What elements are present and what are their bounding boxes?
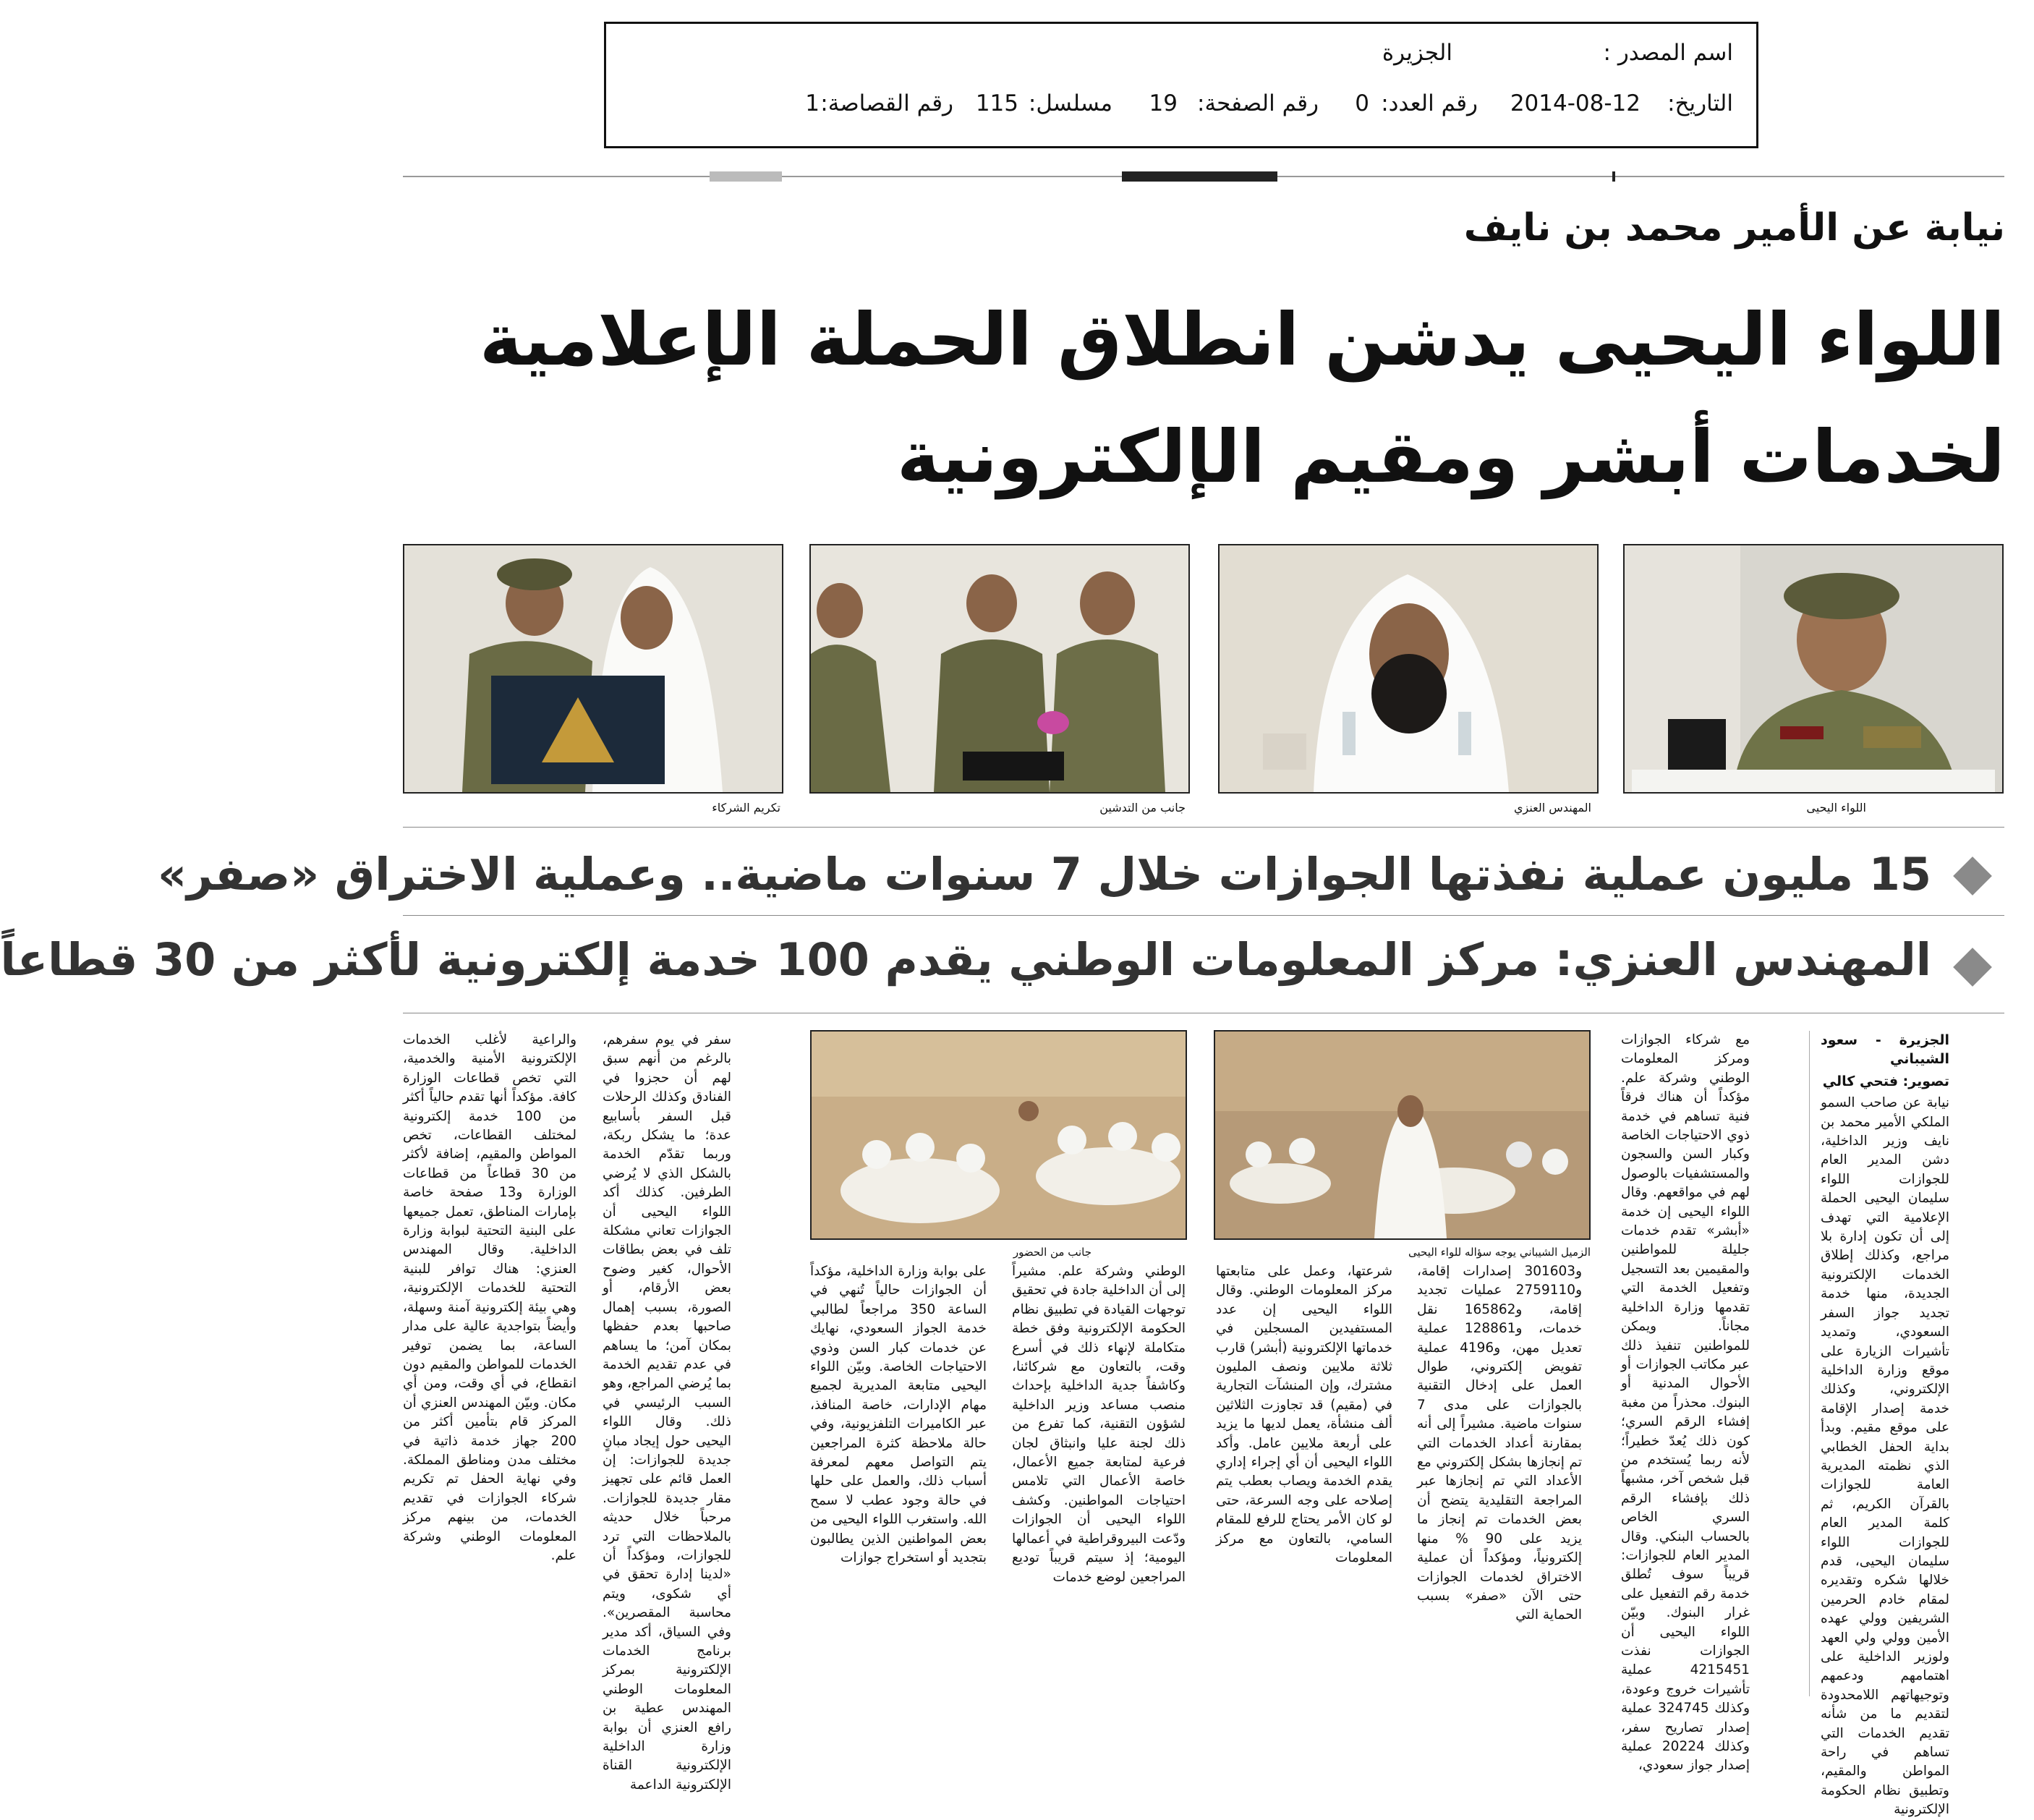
date-label: التاريخ: <box>1667 90 1733 116</box>
rule-tick <box>1122 171 1277 182</box>
rule-tick <box>1612 171 1615 182</box>
clip-value: 1 <box>805 90 820 116</box>
diamond-bullet-icon <box>1953 948 1992 987</box>
photo-honoring <box>403 544 783 794</box>
rule <box>403 915 2004 916</box>
column-text: شرعتها، وعمل على متابعتها مركز المعلومات الوطني. وقال اللواء اليحيى إن عدد المستفيدين المسجلين في خدماتها الإلكترونية (أبشر) قارب ثلاثة ملايين ونصف المليون مشترك، وإن المنشآت التجارية في (مقيم) قد تجاوزت الثلاثين ألف منشأة، يعمل لديها ما يزيد على أربعة ملايين عامل. وأكد اللواء اليحيى أن أي إجراء إداري يقدم الخدمة ويصاب بعطب يتم إصلاحه على وجه السرعة، حتى لو كان الأمر يحتاج للرفع للمقام السامي، بالتعاون مع مركز المعلومات <box>1216 1264 1392 1566</box>
photo-question <box>1214 1030 1591 1240</box>
subhead-2: المهندس العنزي: مركز المعلومات الوطني يقدم 100 خدمة إلكترونية لأكثر من 30 قطاعاً <box>0 933 1931 986</box>
caption-photo-3: جانب من التدشين <box>1099 801 1186 815</box>
source-name-value: الجزيرة <box>1382 40 1452 66</box>
article-column-6 <box>810 1262 987 1696</box>
headline-line-2: لخدمات أبشر ومقيم الإلكترونية <box>896 414 2005 499</box>
byline-photographer: تصوير: فتحي كالي <box>1822 1073 1949 1089</box>
photo-anazi <box>1218 544 1599 794</box>
column-text: نيابة عن صاحب السمو الملكي الأمير محمد بن نايف وزير الداخلية، دشن المدير العام للجوازات اللواء سليمان اليحيى الحملة الإعلامية التي تهدف إلى أن تكون إدارة بلا مراجع، وكذلك إطلاق الخدمات الإلكترونية الجديدة، منها خدمة تجديد جواز السفر السعودي، وتمديد تأشيرات الزيارة على موقع وزارة الداخلية الإلكتروني، وكذلك خدمة إصدار الإقامة على موقع مقيم. وبدأ بداية الحفل الخطابي الذي نظمته المديرية العامة للجوازات بالقرآن الكريم، ثم كلمة المدير العام للجوازات اللواء سليمان اليحيى، قدم خلالها شكره وتقديره لمقام خادم الحرمين الشريفين وولي عهده الأمين وولي ولي العهد ولوزير الداخلية على اهتمامهم ودعمهم وتوجيهاتهم اللامحدودة لتقديم ما من شأنه تقديم الخدمات التي تساهم في راحة المواطن والمقيم، وتطبيق نظام الحكومة الإلكترونية <box>1821 1095 1949 1818</box>
column-separator <box>1809 1031 1810 1696</box>
source-name-label: اسم المصدر : <box>1603 40 1733 66</box>
page-value: 19 <box>1149 90 1178 116</box>
column-text: على بوابة وزارة الداخلية، مؤكداً أن الجوازات حالياً تُنهي في الساعة 350 مراجعاً لطالبي خدمة الجواز السعودي، نهايك عن خدمات كبار السن وذوي الاحتياجات الخاصة. وبيّن اللواء اليحيى متابعة المديرية لجميع مهام الإدارات، خاصة المنافذ، عبر الكاميرات التلفزيونية، وفي حالة ملاحظة كثرة المراجعين يتم التواصل معهم لمعرفة أسباب ذلك، والعمل على حلها في حالة وجود عطب لا سمح الله. واستغرب اللواء اليحيى من بعض المواطنين الذين يطالبون بتجديد أو استخراج جوازات <box>810 1264 987 1566</box>
rule <box>403 827 2004 828</box>
clip-label: رقم القصاصة: <box>820 90 953 116</box>
article-column-4 <box>1216 1262 1392 1696</box>
serial-value: 115 <box>975 90 1018 116</box>
photo-yahya <box>1623 544 2004 794</box>
column-text: والراعية لأغلب الخدمات الإلكترونية الأمنية والخدمية، التي تخص قطاعات الوزارة كافة. مؤكداً أنها تقدم حالياً أكثر من 100 خدمة إلكترونية لمختلف القطاعات، تخص المواطن والمقيم، إضافة لأكثر من 30 قطاعاً من قطاعات الوزارة و13 صفحة خاصة بإمارات المناطق، تعمل جميعها على البنية التحتية لبوابة وزارة الداخلية. وقال المهندس العنزي: هناك توافر للبنية التحتية للخدمات الإلكترونية، وهي بيئة إلكترونية آمنة وسهلة، وأيضاً بتواجدية عالية على مدار الساعة، بما يضمن توفير الخدمات للمواطن والمقيم دون انقطاع، في أي وقت، ومن أي مكان. وبيّن المهندس العنزي أن المركز قام بتأمين أكثر من 200 جهاز خدمة ذاتية في مختلف مدن ومناطق المملكة. وفي نهاية الحفل تم تكريم شركاء الجوازات في تقديم الخدمات، من بينهم مركز المعلومات الوطني وشركة علم. <box>403 1032 577 1563</box>
source-info-box <box>604 22 1758 148</box>
issue-value: 0 <box>1355 90 1369 116</box>
diamond-bullet-icon <box>1953 856 1992 896</box>
article-column-2 <box>1621 1031 1750 1774</box>
photo-audience <box>810 1030 1187 1240</box>
caption-photo-4: تكريم الشركاء <box>712 801 780 815</box>
article-column-8 <box>403 1031 576 1696</box>
column-text: مع شركاء الجوازات ومركز المعلومات الوطني وشركة علم. مؤكداً أن هناك فرقاً فنية تساهم في خدمة ذوي الاحتياجات الخاصة وكبار السن والسجون والمستشفيات بالوصول لهم في مواقعهم. وقال اللواء اليحيى إن خدمة «أبشر» تقدم خدمات جليلة للمواطنين والمقيمين بعد التسجيل وتفعيل الخدمة التي تقدمها وزارة الداخلية مجاناً. ويمكن للمواطنين تنفيذ ذلك عبر مكاتب الجوازات أو الأحوال المدنية أو البنوك. محذراً من مغبة إفشاء الرقم السري؛ كون ذلك يُعدّ خطيراً؛ لأنه ربما يُستخدم من قبل شخص آخر، مشبهاً ذلك بإفشاء الرقم السري الخاص بالحساب البنكي. وقال المدير العام للجوازات: قريباً سوف تُطلق خدمة رقم التفعيل على غرار البنوك. وبيّن اللواء اليحيى أن الجوازات نفذت 4215451 عملية تأشيرات خروج وعودة، وكذلك 324745 عملية إصدار تصاريح سفر، وكذلك 20224 عملية إصدار جواز سعودي، <box>1621 1032 1750 1774</box>
column-text: الوطني وشركة علم. مشيراً إلى أن الداخلية جادة في تحقيق توجهات القيادة في تطبيق نظام الحكومة الإلكترونية وفق خطة متكاملة لإنهاء ذلك في أسرع وقت، بالتعاون مع شركائنا، وكاشفاً جدية الداخلية بإحداث منصب مساعد وزير الداخلية لشؤون التقنية، كما تفرع من ذلك لجنة عليا وانبثاق لجان فرعية لمتابعة جميع الأعمال، خاصة الأعمال التي تلامس احتياجات المواطنين. وكشف اللواء اليحيى أن الجوازات ودّعت البيروقراطية في أعمالها اليومية؛ إذ سيتم قريباً توديع المراجعين لوضع خدمات <box>1012 1264 1186 1585</box>
photo-launch <box>809 544 1190 794</box>
serial-label: مسلسل: <box>1028 90 1112 116</box>
article-column-7 <box>603 1031 731 1793</box>
column-text: سفر في يوم سفرهم، بالرغم من أنهم سبق لهم أن حجزوا في الفنادق وكذلك الرحلات قبل السفر بأسابيع عدة؛ ما يشكل ربكة، وربما تقدّم الخدمة بالشكل الذي لا يُرضي الطرفين. كذلك أكد اللواء اليحيى أن الجوازات تعاني مشكلة تلف في بعض بطاقات الأحوال، كغير وضوح بعض الأرقام، أو الصورة، بسبب إهمال صاحبها بعدم حفظها بمكان آمن؛ ما يساهم في عدم تقديم الخدمة بما يُرضي المراجع، وهو السبب الرئيسي في ذلك. وقال اللواء اليحيى حول إيجاد مبانٍ جديدة للجوازات: إن العمل قائم على تجهيز مقار جديدة للجوازات. مرحباً خلال حديثه بالملاحظات التي ترد للجوازات، ومؤكداً أن «لدينا إدارة تحقق في أي شكوى، ويتم محاسبة المقصرين». وفي السياق، أكد مدير برنامج الخدمات الإلكترونية بمركز المعلومات الوطني المهندس عطية بن رافع العنزي أن بوابة وزارة الداخلية الإلكترونية القناة الإلكترونية الداعمة <box>603 1032 731 1793</box>
headline-line-1: اللواء اليحيى يدشن انطلاق الحملة الإعلامية <box>479 297 2005 382</box>
caption-photo-6: جانب من الحضور <box>1013 1246 1092 1259</box>
page-label: رقم الصفحة: <box>1197 90 1319 116</box>
article-column-3 <box>1417 1262 1582 1696</box>
date-value: 2014-08-12 <box>1510 90 1641 116</box>
caption-photo-1: اللواء اليحيى <box>1806 801 1866 815</box>
caption-photo-5: الزميل الشيباني يوجه سؤاله للواء اليحيى <box>1408 1246 1591 1259</box>
caption-photo-2: المهندس العنزي <box>1513 801 1591 815</box>
rule-tick <box>710 171 782 182</box>
article-column-1 <box>1821 1031 1949 1818</box>
article-column-5 <box>1012 1262 1186 1696</box>
kicker: نيابة عن الأمير محمد بن نايف <box>1463 206 2005 250</box>
issue-label: رقم العدد: <box>1381 90 1478 116</box>
byline-reporter: الجزيرة - سعود الشيباني <box>1821 1032 1949 1068</box>
subhead-1: 15 مليون عملية نفذتها الجوازات خلال 7 سنوات ماضية.. وعملية الاختراق «صفر» <box>158 848 1931 901</box>
column-text: و301603 إصدارات إقامة، و2759110 عمليات تجديد إقامة، و165862 نقل خدمات، و128861 عملية تعديل مهن، و4196 عملية تفويض إلكتروني، طوال العمل على إدخال التقنية بالجوازات على مدى 7 سنوات ماضية. مشيراً إلى أنه بمقارنة أعداد الخدمات التي تم إنجازها بشكل إلكتروني مع الأعداد التي تم إنجازها عبر المراجعة التقليدية يتضح أن بعض الخدمات تم إنجاز ما يزيد على 90 % منها إلكترونياً، ومؤكداً أن عملية الاختراق لخدمات الجوازات حتى الآن «صفر» بسبب الحماية التي <box>1417 1264 1583 1623</box>
